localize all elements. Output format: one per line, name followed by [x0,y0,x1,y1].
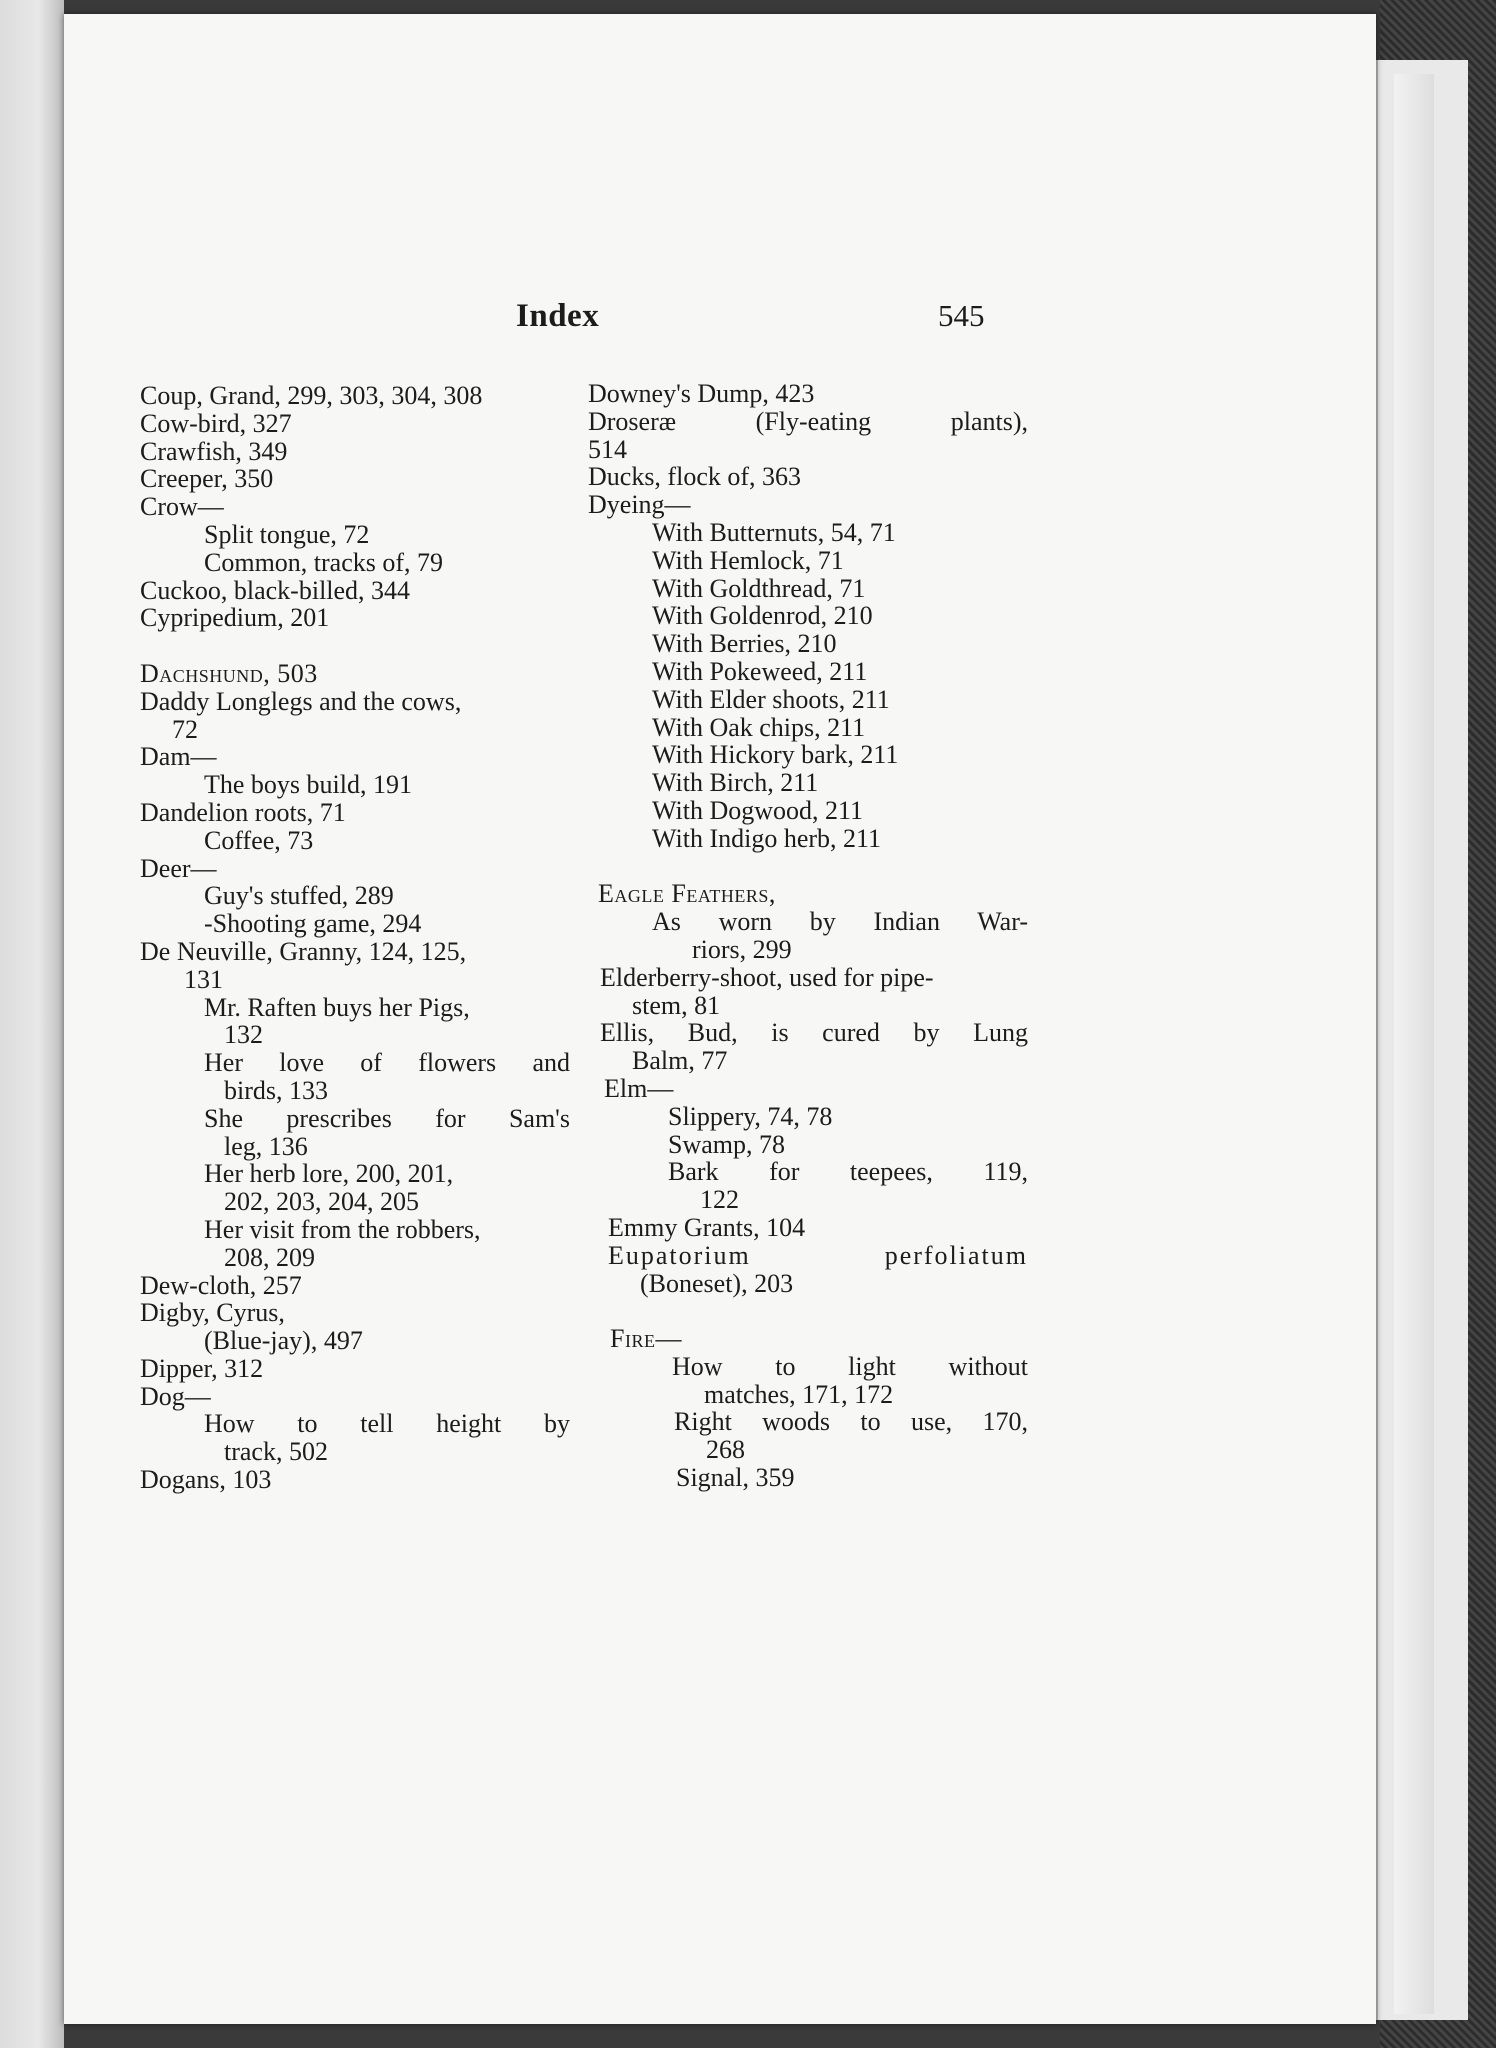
index-column-left [140,382,570,1494]
index-entry: Digby, Cyrus, [140,1298,285,1328]
index-entry: Cow-bird, 327 [140,408,292,438]
index-subentry-continuation: track, 502 [224,1437,328,1467]
index-subentry: Her herb lore, 200, 201, [204,1159,454,1189]
index-subentry: With Hickory bark, 211 [652,740,899,770]
index-subentry: With Goldthread, 71 [652,573,866,603]
index-subentry-continuation: 122 [700,1185,739,1215]
index-entry: Ducks, flock of, 363 [588,462,802,492]
index-subentry: Signal, 359 [676,1463,795,1493]
index-column-right [588,380,1028,1492]
index-subentry-continuation: birds, 133 [224,1075,328,1105]
index-subentry: Her visit from the robbers, [204,1214,481,1244]
index-subentry-continuation: 132 [224,1020,263,1050]
index-subentry-continuation: matches, 171, 172 [704,1379,894,1409]
index-entry-continuation: Balm, 77 [632,1046,728,1076]
index-entry: De Neuville, Granny, 124, 125, [140,936,467,966]
index-subentry: Mr. Raften buys her Pigs, [204,992,470,1022]
index-section-head: Dachshund, 503 [140,658,318,688]
index-subentry: With Pokeweed, 211 [652,656,868,686]
index-subentry: With Dogwood, 211 [652,795,864,825]
index-entry: Creeper, 350 [140,464,274,494]
index-subentry: Common, tracks of, 79 [204,547,444,577]
index-subentry: (Blue-jay), 497 [204,1326,363,1356]
index-entry: Downey's Dump, 423 [588,379,815,408]
index-subentry: With Birch, 211 [652,768,819,798]
index-subentry: She prescribes for Sam's [204,1103,570,1133]
index-entry: Deer— [140,853,217,883]
page-stack-edge [1394,74,1434,2014]
index-subentry-continuation: riors, 299 [692,934,792,964]
index-subentry: With Indigo herb, 211 [652,823,882,853]
index-subentry: Swamp, 78 [668,1129,785,1159]
index-subentry: As worn by Indian War- [652,907,1028,937]
index-entry: Elderberry-shoot, used for pipe- [600,962,934,992]
index-subentry-continuation: 208, 209 [224,1242,315,1272]
index-subentry: How to light without [672,1351,1028,1381]
index-entry: Dipper, 312 [140,1353,264,1383]
section-gap [588,1297,1028,1325]
index-entry: Dogans, 103 [140,1465,272,1495]
index-entry: Crawfish, 349 [140,436,288,466]
index-entry: Crow— [140,492,224,522]
index-section-head: Eagle Feathers, [598,879,776,909]
index-entry: Dandelion roots, 71 [140,797,346,827]
index-subentry-continuation: 202, 203, 204, 205 [224,1187,419,1217]
index-entry-continuation: 131 [184,964,223,994]
index-entry: Eupatorium perfoliatum [608,1240,1028,1270]
index-subentry: Split tongue, 72 [204,519,370,549]
index-entry: Coup, Grand, 299, 303, 304, 308 [140,381,483,410]
index-subentry: With Elder shoots, 211 [652,684,890,714]
page-number: 545 [938,298,985,333]
index-entry-continuation: stem, 81 [632,990,721,1020]
section-gap [588,853,1028,881]
index-entry: Dam— [140,742,217,772]
index-subentry: The boys build, 191 [204,770,412,800]
index-subentry: Her love of flowers and [204,1048,570,1078]
index-entry: Elm— [604,1073,674,1103]
index-entry: Dog— [140,1381,211,1411]
running-head-title: Index [516,298,600,334]
index-subentry: With Hemlock, 71 [652,545,844,575]
index-subentry: How to tell height by [204,1409,570,1439]
index-entry: Ellis, Bud, is cured by Lung [600,1018,1028,1048]
index-subentry: With Butternuts, 54, 71 [652,517,896,547]
index-subentry: -Shooting game, 294 [204,909,422,939]
index-subentry: With Berries, 210 [652,629,837,659]
index-subentry: Coffee, 73 [204,825,314,855]
index-subentry-continuation: leg, 136 [224,1131,308,1161]
index-entry: Cypripedium, 201 [140,603,330,633]
index-entry: Daddy Longlegs and the cows, [140,686,462,716]
index-entry-continuation: 514 [588,434,627,464]
index-section-head: Fire— [610,1324,682,1354]
index-subentry-continuation: 268 [706,1435,745,1465]
index-entry-continuation: (Boneset), 203 [640,1268,794,1298]
index-entry: Droseræ (Fly-eating plants), [588,406,1028,436]
index-subentry: With Oak chips, 211 [652,712,866,742]
index-subentry: Guy's stuffed, 289 [204,881,394,911]
index-entry: Emmy Grants, 104 [608,1212,806,1242]
index-subentry: Slippery, 74, 78 [668,1101,833,1131]
section-gap [140,632,570,660]
left-page-edge [0,0,64,2048]
index-entry: Cuckoo, black-billed, 344 [140,575,411,605]
index-subentry: With Goldenrod, 210 [652,601,873,631]
index-entry-continuation: 72 [172,714,198,744]
index-subentry: Bark for teepees, 119, [668,1157,1028,1187]
index-entry: Dew-cloth, 257 [140,1270,302,1300]
index-subentry: Right woods to use, 170, [674,1407,1028,1437]
index-entry: Dyeing— [588,490,691,520]
